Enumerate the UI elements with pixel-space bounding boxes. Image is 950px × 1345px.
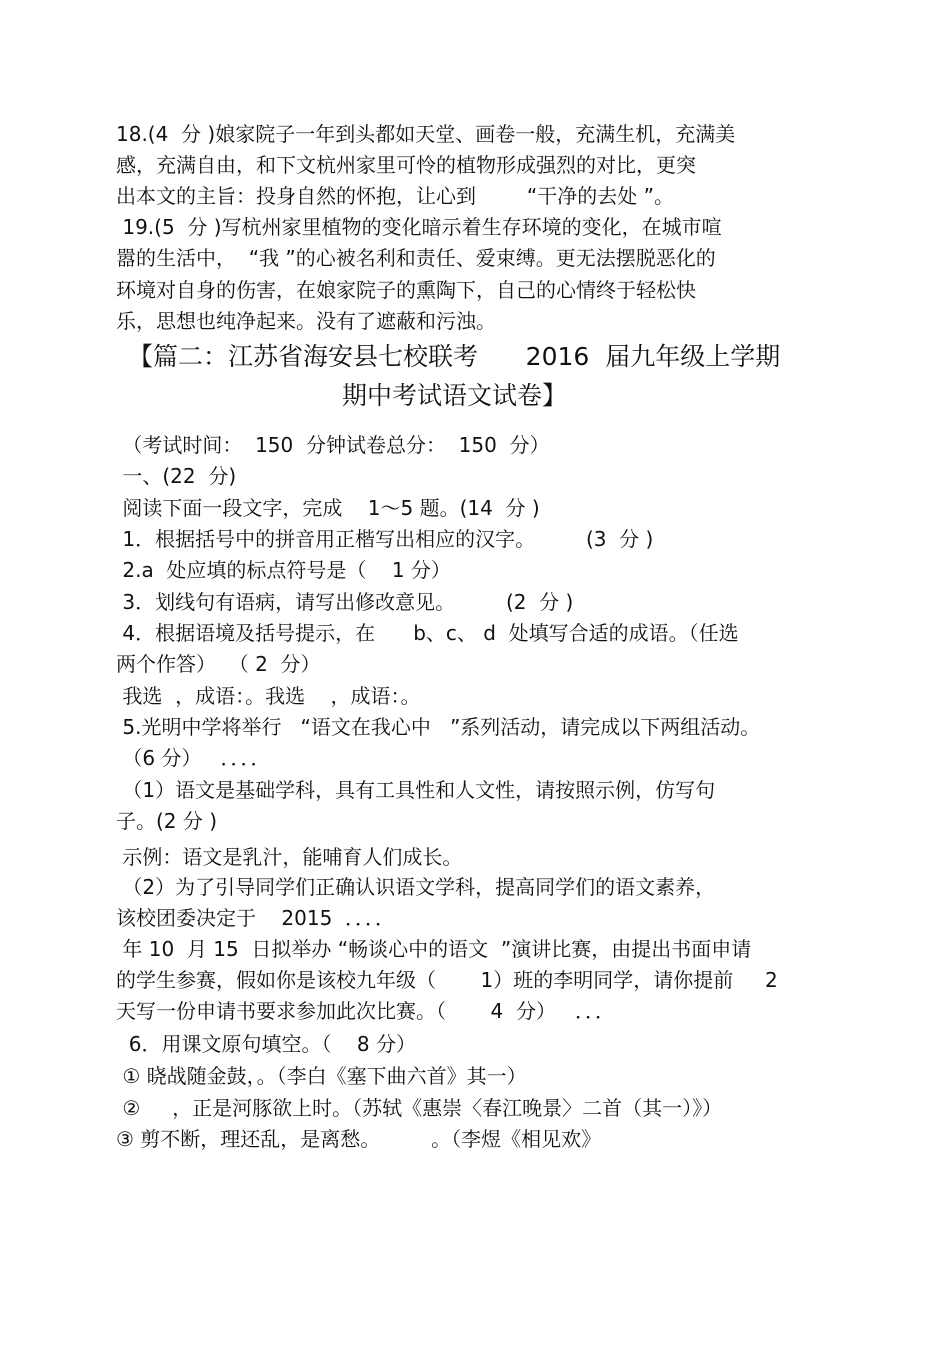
exam-line: 天写一份申请书要求参加此次比赛。（ 4 分） ．．． <box>116 999 616 1023</box>
exam-line: 阅读下面一段文字，完成 1～5 题。(14 分 ) <box>116 496 540 520</box>
exam-line: 2.a 处应填的标点符号是（ 1 分） <box>116 558 451 582</box>
exam-line: 3．划线句有语病，请写出修改意见。 (2 分 ) <box>116 590 574 614</box>
section-title-line1: 【篇二：江苏省海安县七校联考 2016 届九年级上学期 <box>128 342 781 371</box>
exam-line: 我选 ，成语：。我选 ，成语：。 <box>116 684 421 708</box>
exam-line: 1．根据括号中的拼音用正楷写出相应的汉字。 (3 分 ) <box>116 527 654 551</box>
exam-line: 年 10 月 15 日拟举办 “畅谈心中的语文 ”演讲比赛，由提出书面申请 <box>116 937 752 961</box>
exam-line: （考试时间： 150 分钟试卷总分： 150 分） <box>116 433 550 457</box>
exam-line: 两个作答） （ 2 分） <box>116 652 321 676</box>
answer-line: 环境对自身的伤害，在娘家院子的熏陶下，自己的心情终于轻松快 <box>116 278 696 302</box>
exam-line: ③ 剪不断，理还乱，是离愁。 。（李煜《相见欢》 <box>116 1127 602 1151</box>
answer-line: 感，充满自由，和下文杭州家里可怜的植物形成强烈的对比，更突 <box>116 153 696 177</box>
exam-line: （2）为了引导同学们正确认识语文学科，提高同学们的语文素养， <box>116 875 716 899</box>
exam-line: 5.光明中学将举行 “语文在我心中 ”系列活动，请完成以下两组活动。 <box>116 715 761 739</box>
answer-line: 嚣的生活中， “我 ”的心被名利和责任、爱束缚。更无法摆脱恶化的 <box>116 246 716 270</box>
section-title-line2: 期中考试语文试卷】 <box>342 381 568 410</box>
answer-line: 出本文的主旨：投身自然的怀抱，让心到 “干净的去处 ”。 <box>116 184 674 208</box>
exam-line: （1）语文是基础学科，具有工具性和人文性，请按照示例，仿写句 <box>116 778 716 802</box>
answer-line: 18.(4 分 )娘家院子一年到头都如天堂、画卷一般，充满生机，充满美 <box>116 122 736 146</box>
exam-line: ② ，正是河豚欲上时。（苏轼《惠崇〈春江晚景〉二首（其一）》） <box>116 1096 723 1120</box>
answer-line: 乐，思想也纯净起来。没有了遮蔽和污浊。 <box>116 309 496 333</box>
exam-line: 4．根据语境及括号提示，在 b、c、 d 处填写合适的成语。（任选 <box>116 621 739 645</box>
exam-line: 的学生参赛，假如你是该校九年级（ 1）班的李明同学，请你提前 2 <box>116 968 778 992</box>
exam-line: 6．用课文原句填空。（ 8 分） <box>116 1032 416 1056</box>
exam-line: 示例：语文是乳汁，能哺育人们成长。 <box>116 845 463 869</box>
exam-line: 一、(22 分) <box>116 464 237 488</box>
answer-line: 19.(5 分 )写杭州家里植物的变化暗示着生存环境的变化，在城市喧 <box>116 215 722 239</box>
exam-line: 该校团委决定于 2015 ．．．． <box>116 906 396 930</box>
exam-line: 子。(2 分 ) <box>116 809 218 833</box>
exam-line: （6 分） ．．．． <box>116 746 271 770</box>
exam-line: ① 晓战随金鼓，。（李白《塞下曲六首》其一） <box>116 1064 527 1088</box>
